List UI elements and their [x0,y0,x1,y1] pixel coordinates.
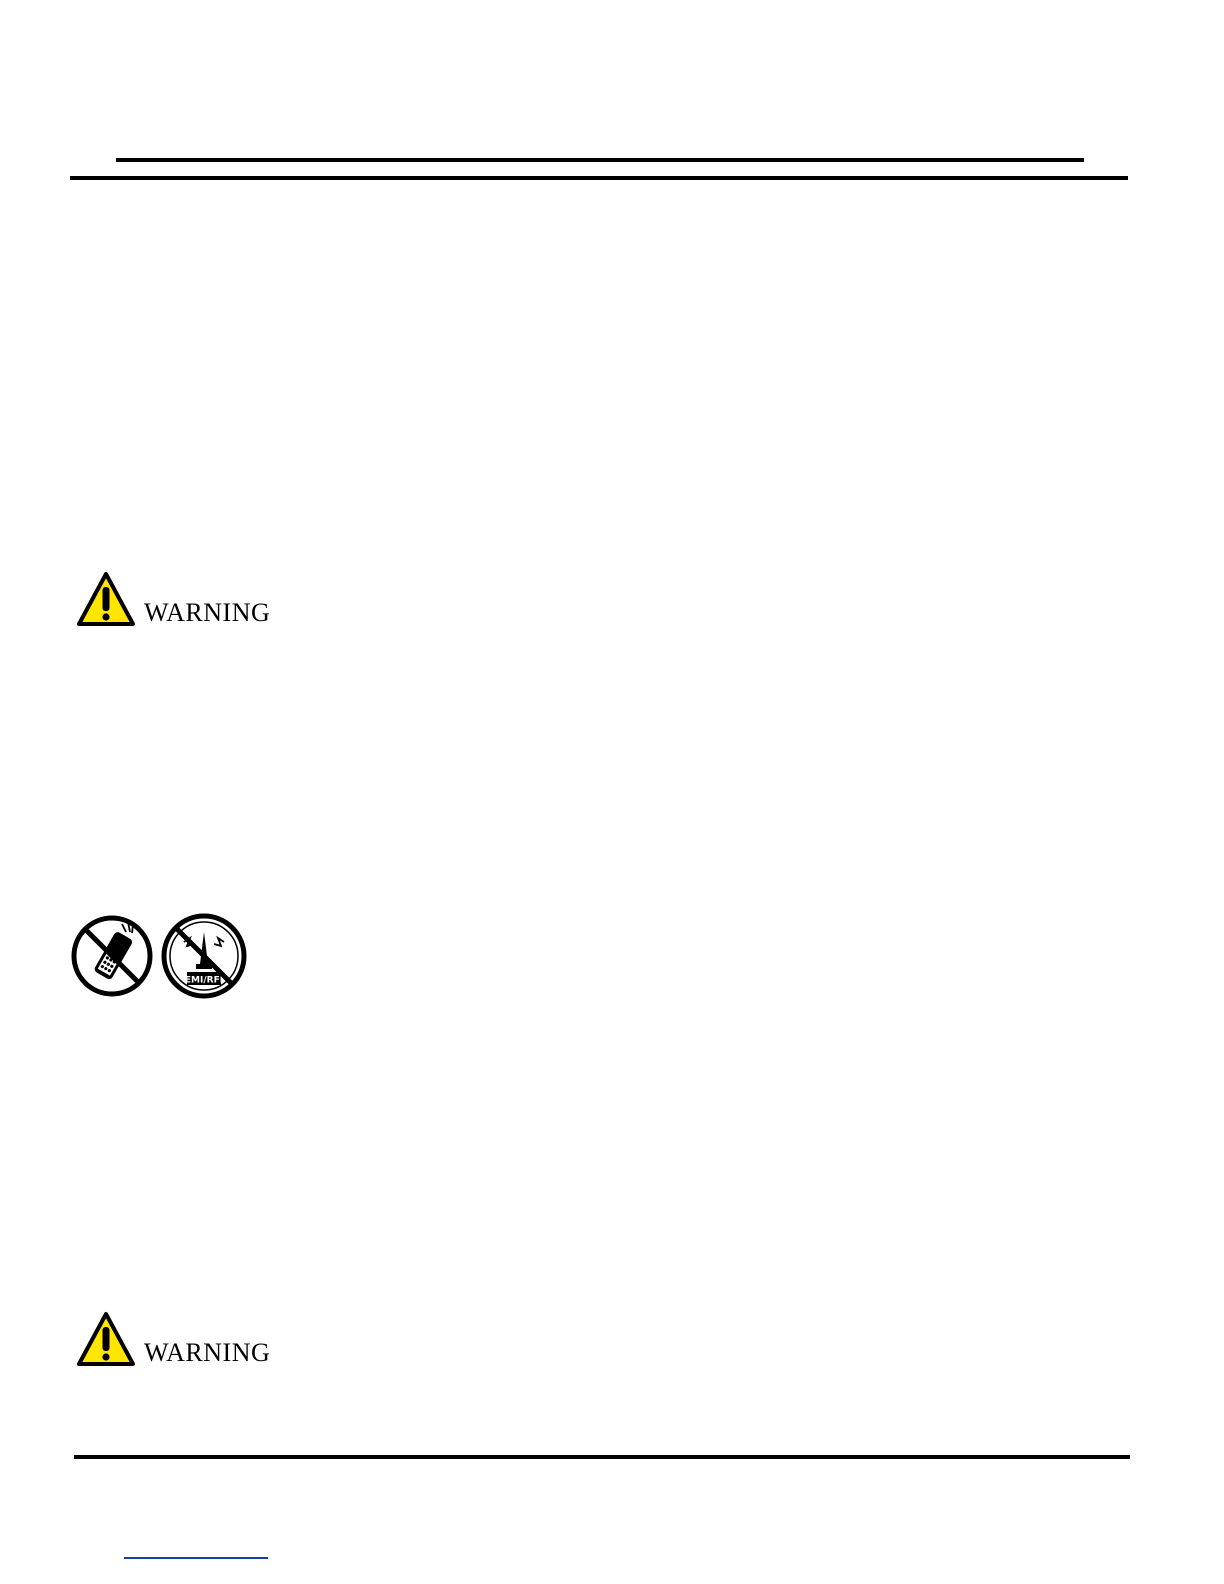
warning-label: WARNING [144,598,271,627]
no-emi-rfi-icon [164,916,244,996]
warning-triangle-icon [76,571,136,629]
header-rule-upper [116,158,1084,162]
footer-link-underline[interactable] [124,1557,268,1559]
footer-rule [74,1455,1130,1459]
warning-label: WARNING [144,1338,271,1367]
no-cell-phone-icon [74,918,150,994]
warning-notice-1 [76,569,270,631]
warning-triangle-icon [76,1311,136,1369]
emi-rfi-label: EMI/RFI [184,975,224,986]
warning-notice-2 [76,1309,270,1371]
prohibition-icons [70,912,252,1000]
header-rule-lower [70,176,1128,180]
